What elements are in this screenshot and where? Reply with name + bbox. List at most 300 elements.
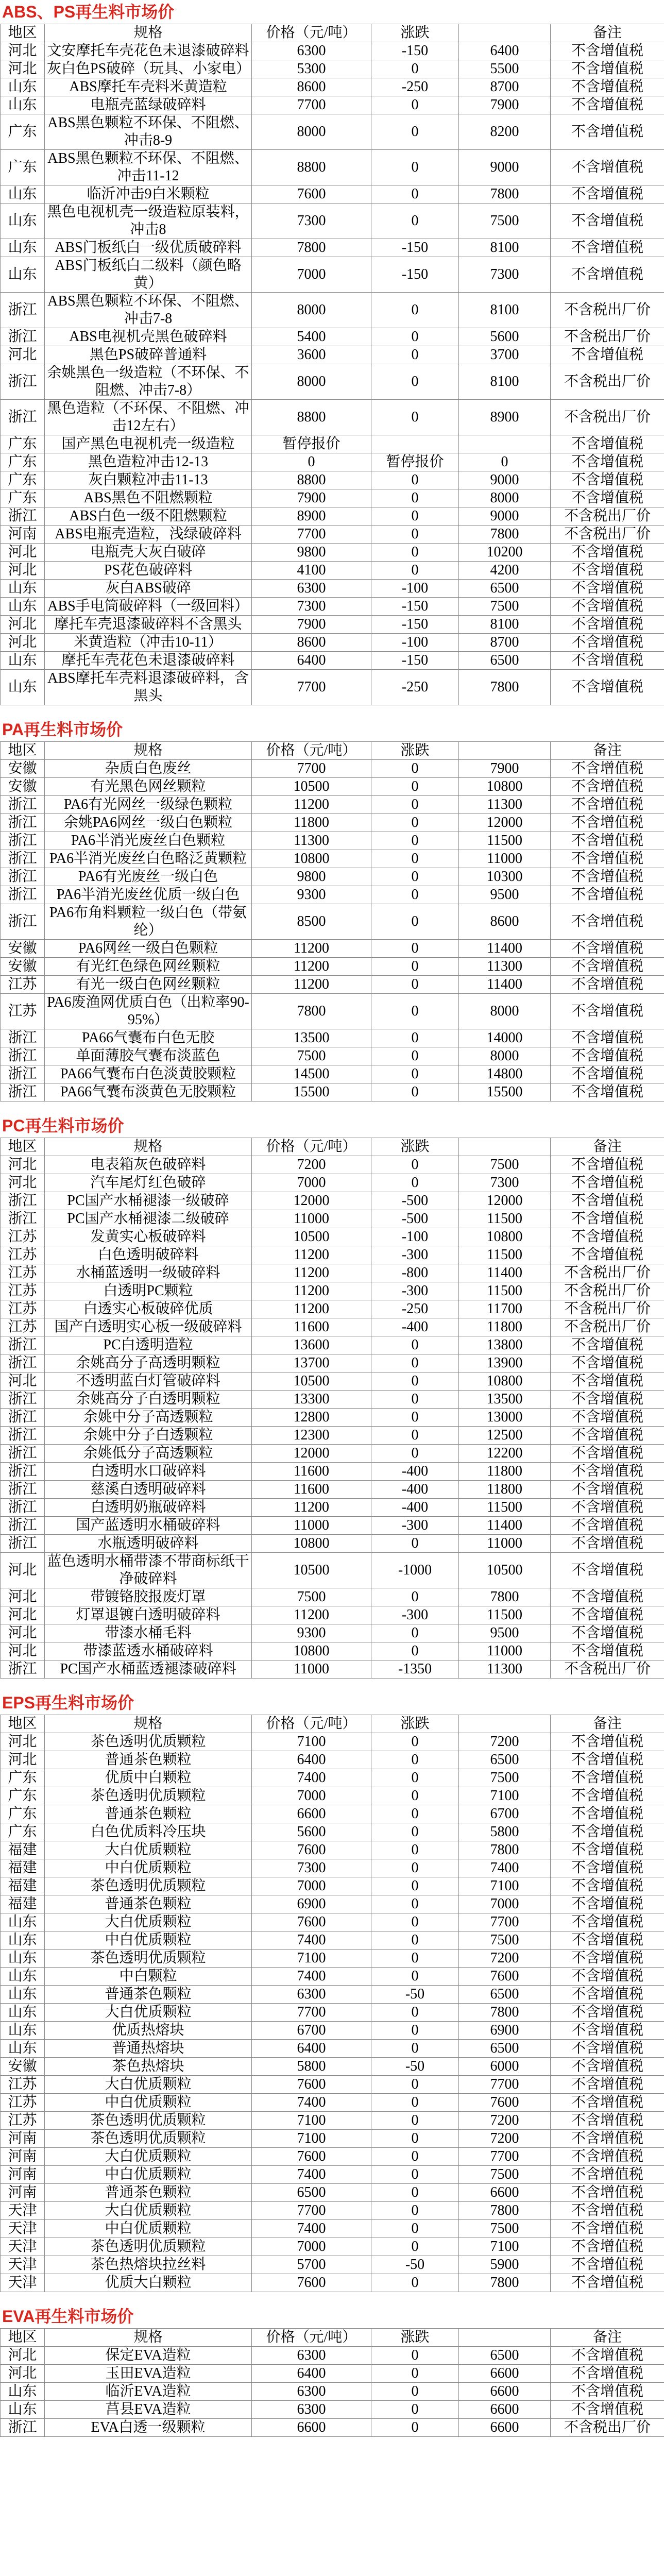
price-cell: 8800: [252, 471, 371, 489]
spec-cell: 白透明奶瓶破碎料: [45, 1499, 252, 1517]
price-cell: 12300: [252, 1427, 371, 1445]
change-cell: 0: [371, 1968, 459, 1986]
region-cell: 福建: [1, 1859, 45, 1877]
change-cell: 0: [371, 850, 459, 868]
change-cell: 0: [371, 185, 459, 204]
region-cell: 浙江: [1, 1210, 45, 1228]
spec-cell: 灰白颗粒冲击11-13: [45, 471, 252, 489]
change-cell: -800: [371, 1264, 459, 1282]
spec-cell: 灰白色PS破碎（玩具、小家电）: [45, 60, 252, 78]
note-cell: 不含增值税: [551, 958, 664, 976]
price-cell: 价格（元/吨）: [252, 742, 371, 760]
table-row: [1, 832, 664, 850]
high-price-cell: 8000: [459, 994, 551, 1029]
region-cell: 河北: [1, 1156, 45, 1174]
spec-cell: 茶色透明优质颗粒: [45, 2112, 252, 2130]
table-row: [1, 1913, 664, 1931]
table-row: [1, 526, 664, 544]
spec-cell: 普通茶色颗粒: [45, 1986, 252, 2004]
spec-cell: 带漆蓝透水桶破碎料: [45, 1642, 252, 1660]
table-row: [1, 1156, 664, 1174]
price-cell: 7000: [252, 257, 371, 293]
table-row: [1, 1282, 664, 1300]
spec-cell: 余姚低分子高透颗粒: [45, 1445, 252, 1463]
price-cell: 6300: [252, 580, 371, 598]
high-price-cell: 8700: [459, 78, 551, 96]
note-cell: 不含增值税: [551, 239, 664, 257]
table-row: [1, 2112, 664, 2130]
note-cell: 不含增值税: [551, 544, 664, 562]
table-row: [1, 204, 664, 239]
spec-cell: PC国产水桶褪漆一级破碎: [45, 1192, 252, 1210]
section-title: ABS、PS再生料市场价: [2, 3, 175, 21]
table-row: [1, 1787, 664, 1805]
change-cell: 0: [371, 1733, 459, 1751]
region-cell: 广东: [1, 489, 45, 507]
high-price-cell: 11500: [459, 1606, 551, 1624]
region-cell: 山东: [1, 2004, 45, 2022]
high-price-cell: 11400: [459, 940, 551, 958]
change-cell: -150: [371, 598, 459, 616]
region-cell: 河北: [1, 1733, 45, 1751]
table-row: [1, 2166, 664, 2184]
table-row: [1, 1174, 664, 1192]
table-row: [1, 1769, 664, 1787]
note-cell: 不含增值税: [551, 2347, 664, 2365]
price-cell: 7700: [252, 760, 371, 778]
price-cell: 5700: [252, 2256, 371, 2274]
high-price-cell: 11500: [459, 832, 551, 850]
price-cell: 7500: [252, 1047, 371, 1065]
high-price-cell: 11400: [459, 1264, 551, 1282]
table-row: [1, 1318, 664, 1336]
note-cell: 不含增值税: [551, 2004, 664, 2022]
region-cell: 福建: [1, 1895, 45, 1913]
region-cell: 广东: [1, 453, 45, 471]
price-cell: 7400: [252, 2220, 371, 2238]
table-row: [1, 1535, 664, 1553]
table-row: [1, 2256, 664, 2274]
spec-cell: 白透实心板破碎优质: [45, 1300, 252, 1318]
high-price-cell: 8700: [459, 634, 551, 652]
change-cell: -300: [371, 1246, 459, 1264]
high-price-cell: 7800: [459, 1841, 551, 1859]
price-cell: 8600: [252, 634, 371, 652]
note-cell: 不含增值税: [551, 1859, 664, 1877]
price-cell: 7500: [252, 1588, 371, 1606]
table-row: [1, 1047, 664, 1065]
high-price-cell: 9000: [459, 150, 551, 185]
note-cell: 不含税出厂价: [551, 1282, 664, 1300]
region-cell: 天津: [1, 2220, 45, 2238]
change-cell: 0: [371, 904, 459, 940]
market-section: [0, 1101, 664, 1679]
region-cell: 江苏: [1, 2112, 45, 2130]
note-cell: 不含税出厂价: [551, 293, 664, 328]
note-cell: 不含增值税: [551, 204, 664, 239]
spec-cell: 慈溪白透明破碎料: [45, 1481, 252, 1499]
change-cell: 0: [371, 1336, 459, 1354]
high-price-cell: 5900: [459, 2256, 551, 2274]
high-price-cell: 12000: [459, 1192, 551, 1210]
high-price-cell: 7800: [459, 670, 551, 705]
table-row: [1, 2040, 664, 2058]
high-price-cell: 11500: [459, 1499, 551, 1517]
high-price-cell: 10300: [459, 868, 551, 886]
change-cell: 0: [371, 96, 459, 114]
table-row: [1, 1065, 664, 1083]
table-row: [1, 2148, 664, 2166]
high-price-cell: 3700: [459, 346, 551, 364]
note-cell: 不含增值税: [551, 994, 664, 1029]
high-price-cell: 15500: [459, 1083, 551, 1101]
table-row: [1, 886, 664, 904]
note-cell: 不含税出厂价: [551, 1660, 664, 1679]
region-cell: 江苏: [1, 1300, 45, 1318]
note-cell: 不含税出厂价: [551, 1318, 664, 1336]
region-cell: 浙江: [1, 1083, 45, 1101]
table-row: [1, 1624, 664, 1642]
spec-cell: ABS白色一级不阻燃颗粒: [45, 507, 252, 526]
note-cell: 不含增值税: [551, 346, 664, 364]
price-cell: 6300: [252, 42, 371, 60]
note-cell: 不含增值税: [551, 1463, 664, 1481]
price-cell: 8900: [252, 507, 371, 526]
region-cell: 地区: [1, 1138, 45, 1156]
spec-cell: 摩托车壳退漆破碎料不含黑头: [45, 616, 252, 634]
price-cell: 13500: [252, 1029, 371, 1047]
high-price-cell: 10800: [459, 1228, 551, 1246]
region-cell: 江苏: [1, 1228, 45, 1246]
table-row: [1, 814, 664, 832]
table-row: [1, 150, 664, 185]
region-cell: 浙江: [1, 814, 45, 832]
high-price-cell: 10200: [459, 544, 551, 562]
spec-cell: 白色优质料冷压块: [45, 1823, 252, 1841]
high-price-cell: 7500: [459, 1931, 551, 1950]
region-cell: 山东: [1, 2401, 45, 2419]
spec-cell: ABS黑色颗粒不环保、不阻燃、冲击8-9: [45, 114, 252, 150]
high-price-cell: 6700: [459, 1805, 551, 1823]
high-price-cell: 14800: [459, 1065, 551, 1083]
high-price-cell: 7100: [459, 2238, 551, 2256]
high-price-cell: 5500: [459, 60, 551, 78]
price-cell: 9300: [252, 1624, 371, 1642]
note-cell: 不含增值税: [551, 2365, 664, 2383]
spec-cell: 余姚中分子白透颗粒: [45, 1427, 252, 1445]
spec-cell: PC国产水桶蓝透褪漆破碎料: [45, 1660, 252, 1679]
note-cell: 不含增值税: [551, 1156, 664, 1174]
note-cell: 不含增值税: [551, 1913, 664, 1931]
table-row: [1, 1445, 664, 1463]
change-cell: 0: [371, 1624, 459, 1642]
region-cell: 山东: [1, 2383, 45, 2401]
high-price-cell: 6500: [459, 2347, 551, 2365]
price-cell: 7800: [252, 994, 371, 1029]
change-cell: 0: [371, 886, 459, 904]
high-price-cell: 12500: [459, 1427, 551, 1445]
change-cell: [371, 435, 459, 453]
high-price-cell: 7200: [459, 2130, 551, 2148]
table-row: [1, 2329, 664, 2347]
change-cell: 0: [371, 1174, 459, 1192]
note-cell: 不含增值税: [551, 1029, 664, 1047]
change-cell: 0: [371, 1895, 459, 1913]
spec-cell: 中白优质颗粒: [45, 2220, 252, 2238]
change-cell: -100: [371, 634, 459, 652]
high-price-cell: 11000: [459, 1642, 551, 1660]
table-row: [1, 42, 664, 60]
change-cell: -400: [371, 1481, 459, 1499]
change-cell: 0: [371, 832, 459, 850]
region-cell: 广东: [1, 1823, 45, 1841]
change-cell: 0: [371, 526, 459, 544]
table-row: [1, 2238, 664, 2256]
change-cell: -50: [371, 2058, 459, 2076]
high-price-cell: 7500: [459, 1156, 551, 1174]
region-cell: 浙江: [1, 1660, 45, 1679]
note-cell: 不含增值税: [551, 435, 664, 453]
change-cell: 0: [371, 1372, 459, 1391]
high-price-cell: 7700: [459, 1913, 551, 1931]
spec-cell: ABS黑色不阻燃颗粒: [45, 489, 252, 507]
note-cell: 不含增值税: [551, 1481, 664, 1499]
note-cell: 不含增值税: [551, 1895, 664, 1913]
price-cell: 价格（元/吨）: [252, 2329, 371, 2347]
spec-cell: 米黄造粒（冲击10-11）: [45, 634, 252, 652]
region-cell: 江苏: [1, 994, 45, 1029]
high-price-cell: [459, 1138, 551, 1156]
note-cell: 不含增值税: [551, 42, 664, 60]
table-row: [1, 2383, 664, 2401]
region-cell: 江苏: [1, 2076, 45, 2094]
region-cell: 福建: [1, 1841, 45, 1859]
change-cell: 0: [371, 1859, 459, 1877]
price-cell: 11200: [252, 1300, 371, 1318]
note-cell: 不含增值税: [551, 1841, 664, 1859]
spec-cell: 黑色PS破碎普通料: [45, 346, 252, 364]
region-cell: 浙江: [1, 1029, 45, 1047]
change-cell: 0: [371, 1823, 459, 1841]
spec-cell: 中白颗粒: [45, 1968, 252, 1986]
table-row: [1, 2022, 664, 2040]
note-cell: 不含增值税: [551, 1931, 664, 1950]
spec-cell: 国产黑色电视机壳一级造粒: [45, 435, 252, 453]
table-row: [1, 2220, 664, 2238]
table-row: [1, 507, 664, 526]
note-cell: 不含增值税: [551, 1606, 664, 1624]
price-cell: 7900: [252, 616, 371, 634]
table-row: [1, 364, 664, 400]
change-cell: -250: [371, 670, 459, 705]
high-price-cell: 7700: [459, 2076, 551, 2094]
note-cell: 不含增值税: [551, 1372, 664, 1391]
table-row: [1, 742, 664, 760]
high-price-cell: 6600: [459, 2184, 551, 2202]
note-cell: 不含增值税: [551, 904, 664, 940]
region-cell: 浙江: [1, 1481, 45, 1499]
spec-cell: 余姚黑色一级造粒（不环保、不阻燃、冲击7-8）: [45, 364, 252, 400]
spec-cell: 电瓶壳蓝绿破碎料: [45, 96, 252, 114]
spec-cell: ABS电瓶壳造粒，浅绿破碎料: [45, 526, 252, 544]
price-cell: 11000: [252, 1660, 371, 1679]
note-cell: 不含税出厂价: [551, 328, 664, 346]
region-cell: 河北: [1, 634, 45, 652]
price-cell: 7000: [252, 2238, 371, 2256]
change-cell: 0: [371, 2401, 459, 2419]
high-price-cell: 11300: [459, 958, 551, 976]
note-cell: 不含增值税: [551, 2058, 664, 2076]
high-price-cell: 12000: [459, 814, 551, 832]
table-row: [1, 1751, 664, 1769]
price-cell: 10500: [252, 1372, 371, 1391]
table-row: [1, 2130, 664, 2148]
high-price-cell: 13900: [459, 1354, 551, 1372]
high-price-cell: 11800: [459, 1318, 551, 1336]
change-cell: 0: [371, 507, 459, 526]
region-cell: 山东: [1, 1968, 45, 1986]
high-price-cell: 8200: [459, 114, 551, 150]
table-row: [1, 1481, 664, 1499]
region-cell: 浙江: [1, 832, 45, 850]
note-cell: 不含增值税: [551, 1391, 664, 1409]
note-cell: 不含增值税: [551, 1769, 664, 1787]
note-cell: 不含增值税: [551, 60, 664, 78]
spec-cell: 大白优质颗粒: [45, 1841, 252, 1859]
high-price-cell: 12200: [459, 1445, 551, 1463]
region-cell: 江苏: [1, 1282, 45, 1300]
spec-cell: ABS门板纸白二级料（颜色略黄）: [45, 257, 252, 293]
price-cell: 6600: [252, 1805, 371, 1823]
change-cell: 0: [371, 976, 459, 994]
price-cell: 5600: [252, 1823, 371, 1841]
spec-cell: 余姚中分子高透颗粒: [45, 1409, 252, 1427]
spec-cell: 莒县EVA造粒: [45, 2401, 252, 2419]
change-cell: 0: [371, 1083, 459, 1101]
high-price-cell: 8000: [459, 1047, 551, 1065]
change-cell: 0: [371, 1409, 459, 1427]
price-table: [0, 1138, 664, 1679]
region-cell: 河北: [1, 1553, 45, 1588]
change-cell: 0: [371, 2166, 459, 2184]
spec-cell: 摩托车壳花色未退漆破碎料: [45, 652, 252, 670]
region-cell: 广东: [1, 1805, 45, 1823]
region-cell: 浙江: [1, 1517, 45, 1535]
note-cell: 不含增值税: [551, 814, 664, 832]
note-cell: 备注: [551, 742, 664, 760]
price-cell: 5800: [252, 2058, 371, 2076]
price-cell: 7100: [252, 1950, 371, 1968]
high-price-cell: [459, 742, 551, 760]
note-cell: 不含增值税: [551, 2220, 664, 2238]
table-row: [1, 1246, 664, 1264]
spec-cell: 玉田EVA造粒: [45, 2365, 252, 2383]
spec-cell: PA66气囊布白色无胶: [45, 1029, 252, 1047]
table-row: [1, 489, 664, 507]
high-price-cell: 7500: [459, 1769, 551, 1787]
spec-cell: ABS门板纸白一级优质破碎料: [45, 239, 252, 257]
price-cell: 12800: [252, 1409, 371, 1427]
note-cell: 不含增值税: [551, 2094, 664, 2112]
note-cell: 不含增值税: [551, 2130, 664, 2148]
change-cell: 0: [371, 328, 459, 346]
change-cell: 0: [371, 1427, 459, 1445]
price-cell: 7400: [252, 1968, 371, 1986]
region-cell: 浙江: [1, 2419, 45, 2437]
price-cell: 7700: [252, 96, 371, 114]
change-cell: -300: [371, 1282, 459, 1300]
high-price-cell: 7900: [459, 760, 551, 778]
price-cell: 7200: [252, 1156, 371, 1174]
note-cell: 不含增值税: [551, 489, 664, 507]
note-cell: 不含增值税: [551, 114, 664, 150]
note-cell: 不含增值税: [551, 1336, 664, 1354]
change-cell: 0: [371, 2274, 459, 2292]
price-cell: 7000: [252, 1877, 371, 1895]
spec-cell: 茶色透明优质颗粒: [45, 1787, 252, 1805]
note-cell: 不含增值税: [551, 850, 664, 868]
high-price-cell: 9000: [459, 507, 551, 526]
region-cell: 河南: [1, 2166, 45, 2184]
table-row: [1, 1877, 664, 1895]
region-cell: 广东: [1, 1769, 45, 1787]
price-cell: 11200: [252, 1282, 371, 1300]
high-price-cell: 7700: [459, 2148, 551, 2166]
table-row: [1, 670, 664, 705]
price-cell: 7300: [252, 1859, 371, 1877]
high-price-cell: [459, 2329, 551, 2347]
table-row: [1, 257, 664, 293]
region-cell: 浙江: [1, 796, 45, 814]
table-row: [1, 1228, 664, 1246]
table-row: [1, 2184, 664, 2202]
price-table: [0, 2328, 664, 2437]
spec-cell: PA66气囊布白色淡黄胶颗粒: [45, 1065, 252, 1083]
note-cell: 不含增值税: [551, 1588, 664, 1606]
change-cell: 0: [371, 868, 459, 886]
change-cell: 0: [371, 2365, 459, 2383]
price-cell: 9800: [252, 868, 371, 886]
column-header: 规格: [45, 24, 252, 42]
price-cell: 6300: [252, 2347, 371, 2365]
table-row: [1, 1499, 664, 1517]
table-row: [1, 2094, 664, 2112]
change-cell: 0: [371, 400, 459, 435]
note-cell: 不含增值税: [551, 1517, 664, 1535]
note-cell: 不含增值税: [551, 1354, 664, 1372]
table-row: [1, 562, 664, 580]
region-cell: 河北: [1, 1588, 45, 1606]
section-title: PC再生料市场价: [2, 1116, 124, 1135]
high-price-cell: [459, 435, 551, 453]
spec-cell: 白透明水口破碎料: [45, 1463, 252, 1481]
high-price-cell: 0: [459, 453, 551, 471]
price-cell: 6600: [252, 2419, 371, 2437]
spec-cell: PA6半消光废丝白色略泛黄颗粒: [45, 850, 252, 868]
price-cell: 11200: [252, 1606, 371, 1624]
spec-cell: 水桶蓝透明一级破碎料: [45, 1264, 252, 1282]
change-cell: 0: [371, 760, 459, 778]
region-cell: 河北: [1, 1624, 45, 1642]
table-row: [1, 976, 664, 994]
change-cell: 0: [371, 204, 459, 239]
note-cell: 不含增值税: [551, 1065, 664, 1083]
note-cell: 不含增值税: [551, 1624, 664, 1642]
high-price-cell: 7200: [459, 1950, 551, 1968]
price-cell: 13300: [252, 1391, 371, 1409]
price-cell: 11200: [252, 958, 371, 976]
spec-cell: 汽车尾灯红色破碎: [45, 1174, 252, 1192]
